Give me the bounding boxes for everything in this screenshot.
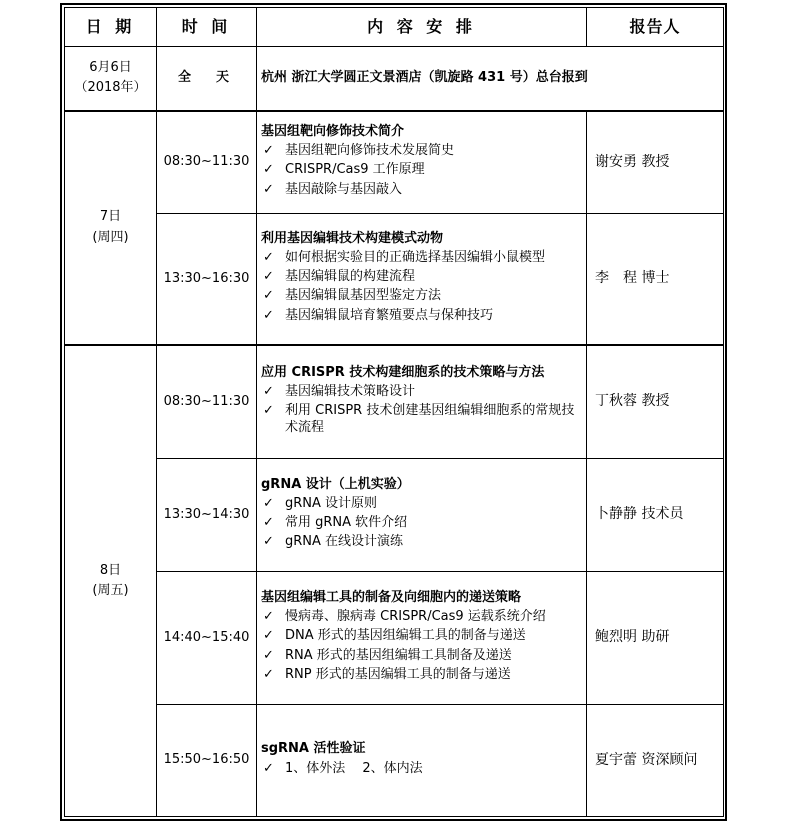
check-icon: ✓ [263, 143, 274, 158]
speaker-cell: 谢安勇 教授 [587, 111, 724, 214]
item-text: 基因编辑技术策略设计 [285, 384, 416, 399]
list-item [261, 648, 580, 664]
check-icon: ✓ [263, 628, 274, 644]
time-cell: 08:30~11:30 [157, 345, 257, 459]
date-cell [65, 345, 157, 817]
list-item [261, 496, 580, 512]
check-icon: ✓ [263, 647, 274, 663]
date-weekday: (周五) [92, 582, 129, 598]
check-icon: ✓ [263, 666, 274, 682]
check-icon: ✓ [263, 384, 274, 399]
speaker-cell: 夏宇蕾 资深顾问 [587, 705, 724, 817]
date-day: 6月6日 [89, 60, 132, 75]
check-icon: ✓ [263, 515, 274, 530]
list-item [261, 761, 580, 777]
date-cell [65, 111, 157, 345]
list-item [261, 288, 580, 304]
list-item [261, 182, 580, 198]
session-title: 基因组靶向修饰技术简介 [261, 123, 405, 139]
header-row [65, 8, 724, 47]
time-cell: 13:30~16:30 [157, 214, 257, 345]
table-row [65, 459, 724, 572]
list-item [261, 515, 580, 531]
item-text: DNA 形式的基因组编辑工具的制备与递送 [285, 628, 526, 644]
check-icon: ✓ [263, 269, 274, 285]
list-item [261, 628, 580, 644]
session-title: gRNA 设计（上机实验） [261, 476, 410, 492]
check-icon: ✓ [263, 181, 274, 197]
speaker-cell: 鲍烈明 助研 [587, 572, 724, 705]
content-cell [257, 459, 587, 572]
table-row [65, 214, 724, 345]
time-cell: 15:50~16:50 [157, 705, 257, 817]
date-day: 7日 [99, 209, 122, 225]
list-item [261, 143, 580, 159]
time-cell: 13:30~14:30 [157, 459, 257, 572]
check-icon: ✓ [263, 609, 274, 625]
header-content: 内 容 安 排 [257, 8, 587, 47]
item-text: 如何根据实验目的正确选择基因编辑小鼠模型 [285, 249, 546, 265]
item-text: RNA 形式的基因组编辑工具制备及递送 [285, 647, 512, 663]
check-icon: ✓ [263, 162, 274, 178]
date-weekday: (周四) [92, 229, 129, 245]
list-item [261, 384, 580, 400]
content-cell [257, 705, 587, 817]
item-text: gRNA 在线设计演练 [285, 534, 404, 550]
time-cell: 08:30~11:30 [157, 111, 257, 214]
table-row [65, 111, 724, 214]
item-text: 基因编辑鼠的构建流程 [285, 269, 416, 285]
item-text: 常用 gRNA 软件介绍 [285, 515, 408, 530]
content-cell [257, 47, 724, 111]
item-text: CRISPR/Cas9 工作原理 [285, 162, 425, 178]
speaker-cell: 丁秋蓉 教授 [587, 345, 724, 459]
list-item [261, 609, 580, 625]
content-cell [257, 214, 587, 345]
header-date: 日 期 [65, 8, 157, 47]
content-cell [257, 345, 587, 459]
check-icon: ✓ [263, 403, 274, 419]
time-cell: 14:40~15:40 [157, 572, 257, 705]
content-cell [257, 111, 587, 214]
item-text: 1、体外法 2、体内法 [285, 760, 423, 776]
speaker-cell: 卜静静 技术员 [587, 459, 724, 572]
list-item [261, 269, 580, 285]
item-text: RNP 形式的基因编辑工具的制备与递送 [285, 666, 511, 682]
item-text: 基因编辑鼠培育繁殖要点与保种技巧 [285, 307, 494, 323]
schedule-table [64, 7, 724, 817]
date-weekday: （2018年） [74, 80, 147, 96]
session-title: 基因组编辑工具的制备及向细胞内的递送策略 [261, 589, 522, 605]
table-row [65, 572, 724, 705]
date-day: 8日 [99, 562, 122, 578]
list-item [261, 667, 580, 683]
speaker-cell: 李 程 博士 [587, 214, 724, 345]
content-cell [257, 572, 587, 705]
item-text: 基因组靶向修饰技术发展简史 [285, 143, 455, 158]
session-title: 应用 CRISPR 技术构建细胞系的技术策略与方法 [261, 364, 545, 380]
item-text: 基因编辑鼠基因型鉴定方法 [285, 288, 442, 304]
check-icon: ✓ [263, 534, 274, 550]
header-speaker: 报告人 [587, 8, 724, 47]
list-item [261, 534, 580, 550]
date-cell [65, 47, 157, 111]
item-text: 利用 CRISPR 技术创建基因组编辑细胞系的常规技术流程 [285, 403, 575, 435]
list-item [261, 250, 580, 266]
item-text: 基因敲除与基因敲入 [285, 181, 403, 197]
check-icon: ✓ [263, 288, 274, 304]
session-title: sgRNA 活性验证 [261, 741, 366, 757]
table-row [65, 705, 724, 817]
check-icon: ✓ [263, 249, 274, 265]
check-icon: ✓ [263, 495, 274, 511]
list-item [261, 308, 580, 324]
check-icon: ✓ [263, 760, 274, 776]
check-icon: ✓ [263, 307, 274, 323]
list-item [261, 403, 580, 436]
registration-text: 杭州 浙江大学圆正文景酒店（凯旋路 431 号）总台报到 [261, 70, 588, 86]
table-row [65, 47, 724, 111]
header-time: 时 间 [157, 8, 257, 47]
time-cell: 全 天 [157, 47, 257, 111]
item-text: 慢病毒、腺病毒 CRISPR/Cas9 运载系统介绍 [285, 609, 546, 625]
session-title: 利用基因编辑技术构建模式动物 [261, 230, 444, 246]
list-item [261, 162, 580, 178]
table-row [65, 345, 724, 459]
item-text: gRNA 设计原则 [285, 495, 378, 511]
